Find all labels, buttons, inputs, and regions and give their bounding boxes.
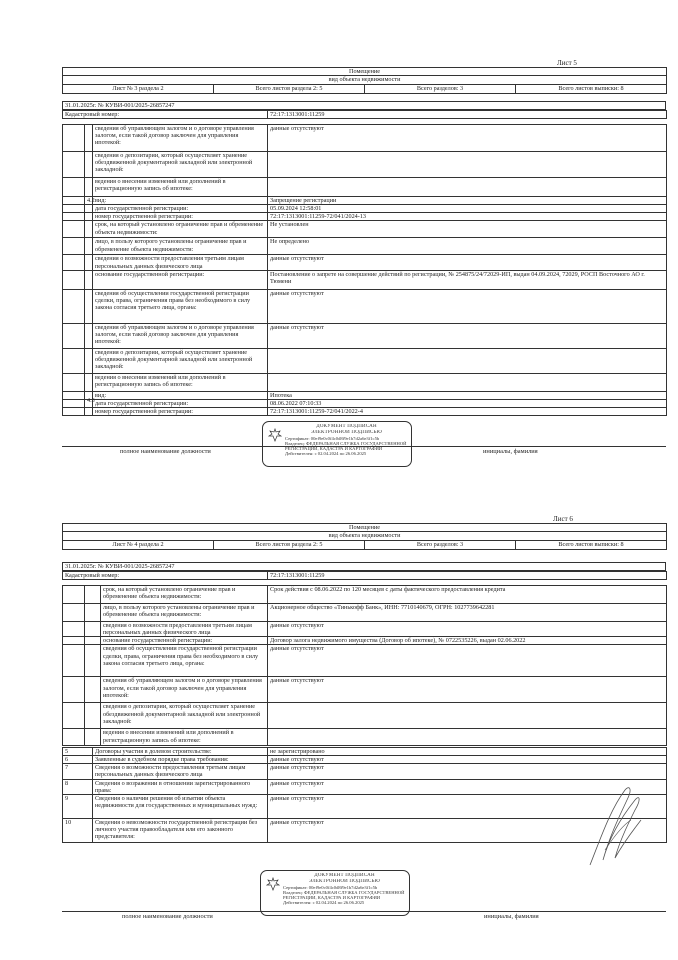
table-row: ведения о внесении изменений или дополнений в регистрационную запись об ипотеке: xyxy=(63,373,667,391)
table-row: номер государственной регистрации: 72:17:1313001:11259-72/041/2024-13 xyxy=(63,213,667,221)
table-row: вид: Ипотека xyxy=(63,391,667,399)
total-sheets-extract: Всего листов выписки: 8 xyxy=(516,541,667,550)
doc-number-table xyxy=(62,562,666,571)
total-sections: Всего разделов: 3 xyxy=(365,541,516,550)
handwritten-signature xyxy=(585,780,645,870)
table-row: срок, на который установлено ограничение прав и обременение объекта недвижимости: Не установлен xyxy=(63,221,667,238)
stamp-line-2: ЭЛЕКТРОННОЙ ПОДПИСЬЮ xyxy=(311,429,382,435)
sheet-number: Лист 5 xyxy=(557,59,577,67)
table-row: сведения о депозитарии, который осуществляет хранение обездвиженной документарной закладной или электронной закладной: xyxy=(63,703,667,729)
position-label: полное наименование должности xyxy=(122,913,213,920)
stamp-line-3: Сертификат: 00ef9e0c0f4c0d8f9e1b7d2a6e3f1c5b xyxy=(285,435,380,441)
total-sections: Всего разделов: 3 xyxy=(365,85,516,94)
cadastral-value: 72:17:1313001:11259 xyxy=(268,572,667,580)
header-title: Помещение xyxy=(63,524,667,532)
table-row: сведения о депозитарии, который осуществляет хранение обездвиженной документарной закладной или электронной закладной: xyxy=(63,152,667,178)
table-row: сведения о депозитарии, который осуществляет хранение обездвиженной документарной закладной или электронной закладной: xyxy=(63,348,667,373)
header-title: Помещение xyxy=(63,68,667,76)
stamp-line-2: ЭЛЕКТРОННОЙ ПОДПИСЬЮ xyxy=(309,878,380,884)
stamp-line-4: Владелец: ФЕДЕРАЛЬНАЯ СЛУЖБА ГОСУДАРСТВЕННОЙ xyxy=(283,889,405,895)
table-row: 8 Сведения о возражении в отношении зарегистрированного права: данные отсутствуют xyxy=(63,779,667,794)
doc-number-table xyxy=(62,101,666,110)
table-row: сведения о возможности предоставления третьим лицам персональных данных физического лица данные отсутствуют xyxy=(63,622,667,637)
initials-label: инициалы, фамилия xyxy=(484,913,539,920)
page-sheet-6 xyxy=(0,480,678,960)
table-row: дата государственной регистрации: 05.09.2024 12:58:01 xyxy=(63,205,667,213)
table-row: 7 Сведения о возможности предоставления третьим лицам персональных данных физического лица данные отсутствуют xyxy=(63,764,667,779)
table-row: вид: Запрещение регистрации xyxy=(63,197,667,205)
table-row: срок, на который установлено ограничение прав и обременение объекта недвижимости: Срок действия с 08.06.2022 по 120 месяцев с даты фактического предоставления кредита xyxy=(63,586,667,604)
table-row: сведения об осуществлении государственной регистрации сделки, права, ограничения права без необходимого в силу закона согласия третьего лица, органа: данные отсутствуют xyxy=(63,645,667,677)
total-sheets-extract: Всего листов выписки: 8 xyxy=(516,85,667,94)
table-row: 10 Сведения о невозможности государственной регистрации без личного участия правообладателя или его законного представителя: данные отсутствуют xyxy=(63,818,667,842)
table-row: основание государственной регистрации: Постановление о запрете на совершение действий по регистрации, № 254875/24/72029-ИП, выдан 04.09.2024, 72029, РОСП Восточного АО г. Тюмени xyxy=(63,270,667,289)
position-label: полное наименование должности xyxy=(120,448,211,455)
table-row: сведения об управляющем залогом и о договоре управления залогом, если такой договор заключен для управления ипотекой: данные отсутствуют xyxy=(63,125,667,152)
table-row: сведения об осуществлении государственной регистрации сделки, права, ограничения права без необходимого в силу закона согласия третьего лица, органа: данные отсутствуют xyxy=(63,289,667,323)
total-sheets-section: Всего листов раздела 2: 5 xyxy=(214,85,365,94)
table-row: лицо, в пользу которого установлены ограничение прав и обременение объекта недвижимости: Акционерное общество «Тинькофф Банк», ИНН: 7710140679, ОГРН: 1027739642281 xyxy=(63,604,667,622)
stamp-line-1: ДОКУМЕНТ ПОДПИСАН xyxy=(316,424,377,429)
total-sheets-section: Всего листов раздела 2: 5 xyxy=(214,541,365,550)
stamp-line-4: Владелец: ФЕДЕРАЛЬНАЯ СЛУЖБА ГОСУДАРСТВЕННОЙ xyxy=(285,440,407,446)
stamp-line-6: Действителен: с 02.04.2024 по 26.06.2025 xyxy=(285,451,367,457)
section-number-4-2: 4.2 xyxy=(87,197,95,204)
table-row: ведения о внесении изменений или дополнений в регистрационную запись об ипотеке: xyxy=(63,178,667,197)
stamp-line-1: ДОКУМЕНТ ПОДПИСАН xyxy=(314,873,375,878)
stamp-line-3: Сертификат: 00ef9e0c0f4c0d8f9e1b7d2a6e3f1c5b xyxy=(283,884,378,890)
electronic-signature-stamp xyxy=(262,421,412,467)
sheet-header xyxy=(62,67,667,94)
table-row: основание государственной регистрации: Договор залога недвижимого имущества (Договор об ипотеке), № 0722535226, выдан 02.06.2022 xyxy=(63,637,667,645)
document-number: 31.01.2025г. № КУВИ-001/2025-26857247 xyxy=(63,102,666,110)
table-row: номер государственной регистрации: 72:17:1313001:11259-72/041/2022-4 xyxy=(63,407,667,415)
table-row: 5 Договоры участия в долевом строительстве: не зарегистрировано xyxy=(63,748,667,756)
section-number-4-3: 4.3 xyxy=(87,397,95,404)
cadastral-label: Кадастровый номер: xyxy=(63,572,268,580)
encumbrance-table xyxy=(62,585,667,746)
electronic-signature-stamp xyxy=(260,870,410,916)
cadastral-table xyxy=(62,110,667,119)
header-subtitle: вид объекта недвижимости xyxy=(63,532,667,541)
initials-label: инициалы, фамилия xyxy=(483,448,538,455)
stamp-line-6: Действителен: с 02.04.2024 по 26.06.2025 xyxy=(283,900,365,906)
stamp-line-5: РЕГИСТРАЦИИ, КАДАСТРА И КАРТОГРАФИИ xyxy=(285,446,383,452)
table-row: лицо, в пользу которого установлены ограничение прав и обременение объекта недвижимости: Не определено xyxy=(63,238,667,255)
sheet-header xyxy=(62,523,667,550)
cadastral-value: 72:17:1313001:11259 xyxy=(268,111,667,119)
cadastral-label: Кадастровый номер: xyxy=(63,111,268,119)
stamp-line-5: РЕГИСТРАЦИИ, КАДАСТРА И КАРТОГРАФИИ xyxy=(283,895,381,901)
numbered-items-table xyxy=(62,747,667,843)
eagle-emblem-icon xyxy=(266,877,280,891)
table-row: дата государственной регистрации: 08.06.2022 07:10:33 xyxy=(63,399,667,407)
eagle-emblem-icon xyxy=(268,428,282,442)
table-row: сведения о возможности предоставления третьим лицам персональных данных физического лица данные отсутствуют xyxy=(63,255,667,270)
table-row: 6 Заявленные в судебном порядке права требования: данные отсутствуют xyxy=(63,756,667,764)
sheet-label: Лист № 3 раздела 2 xyxy=(63,85,214,94)
cadastral-table xyxy=(62,571,667,580)
table-row: 9 Сведения о наличии решения об изъятии объекта недвижимости для государственных и муниципальных нужд: данные отсутствуют xyxy=(63,794,667,818)
sheet-number: Лист 6 xyxy=(553,515,573,523)
sheet-label: Лист № 4 раздела 2 xyxy=(63,541,214,550)
document-number: 31.01.2025г. № КУВИ-001/2025-26857247 xyxy=(63,563,666,571)
table-row: ведения о внесении изменений или дополнений в регистрационную запись об ипотеке: xyxy=(63,729,667,746)
table-row: сведения об управляющем залогом и о договоре управления залогом, если такой договор заключен для управления ипотекой: данные отсутствуют xyxy=(63,323,667,348)
table-row: сведения об управляющем залогом и о договоре управления залогом, если такой договор заключен для управления ипотекой: данные отсутствуют xyxy=(63,677,667,703)
encumbrance-table xyxy=(62,124,667,416)
header-subtitle: вид объекта недвижимости xyxy=(63,76,667,85)
